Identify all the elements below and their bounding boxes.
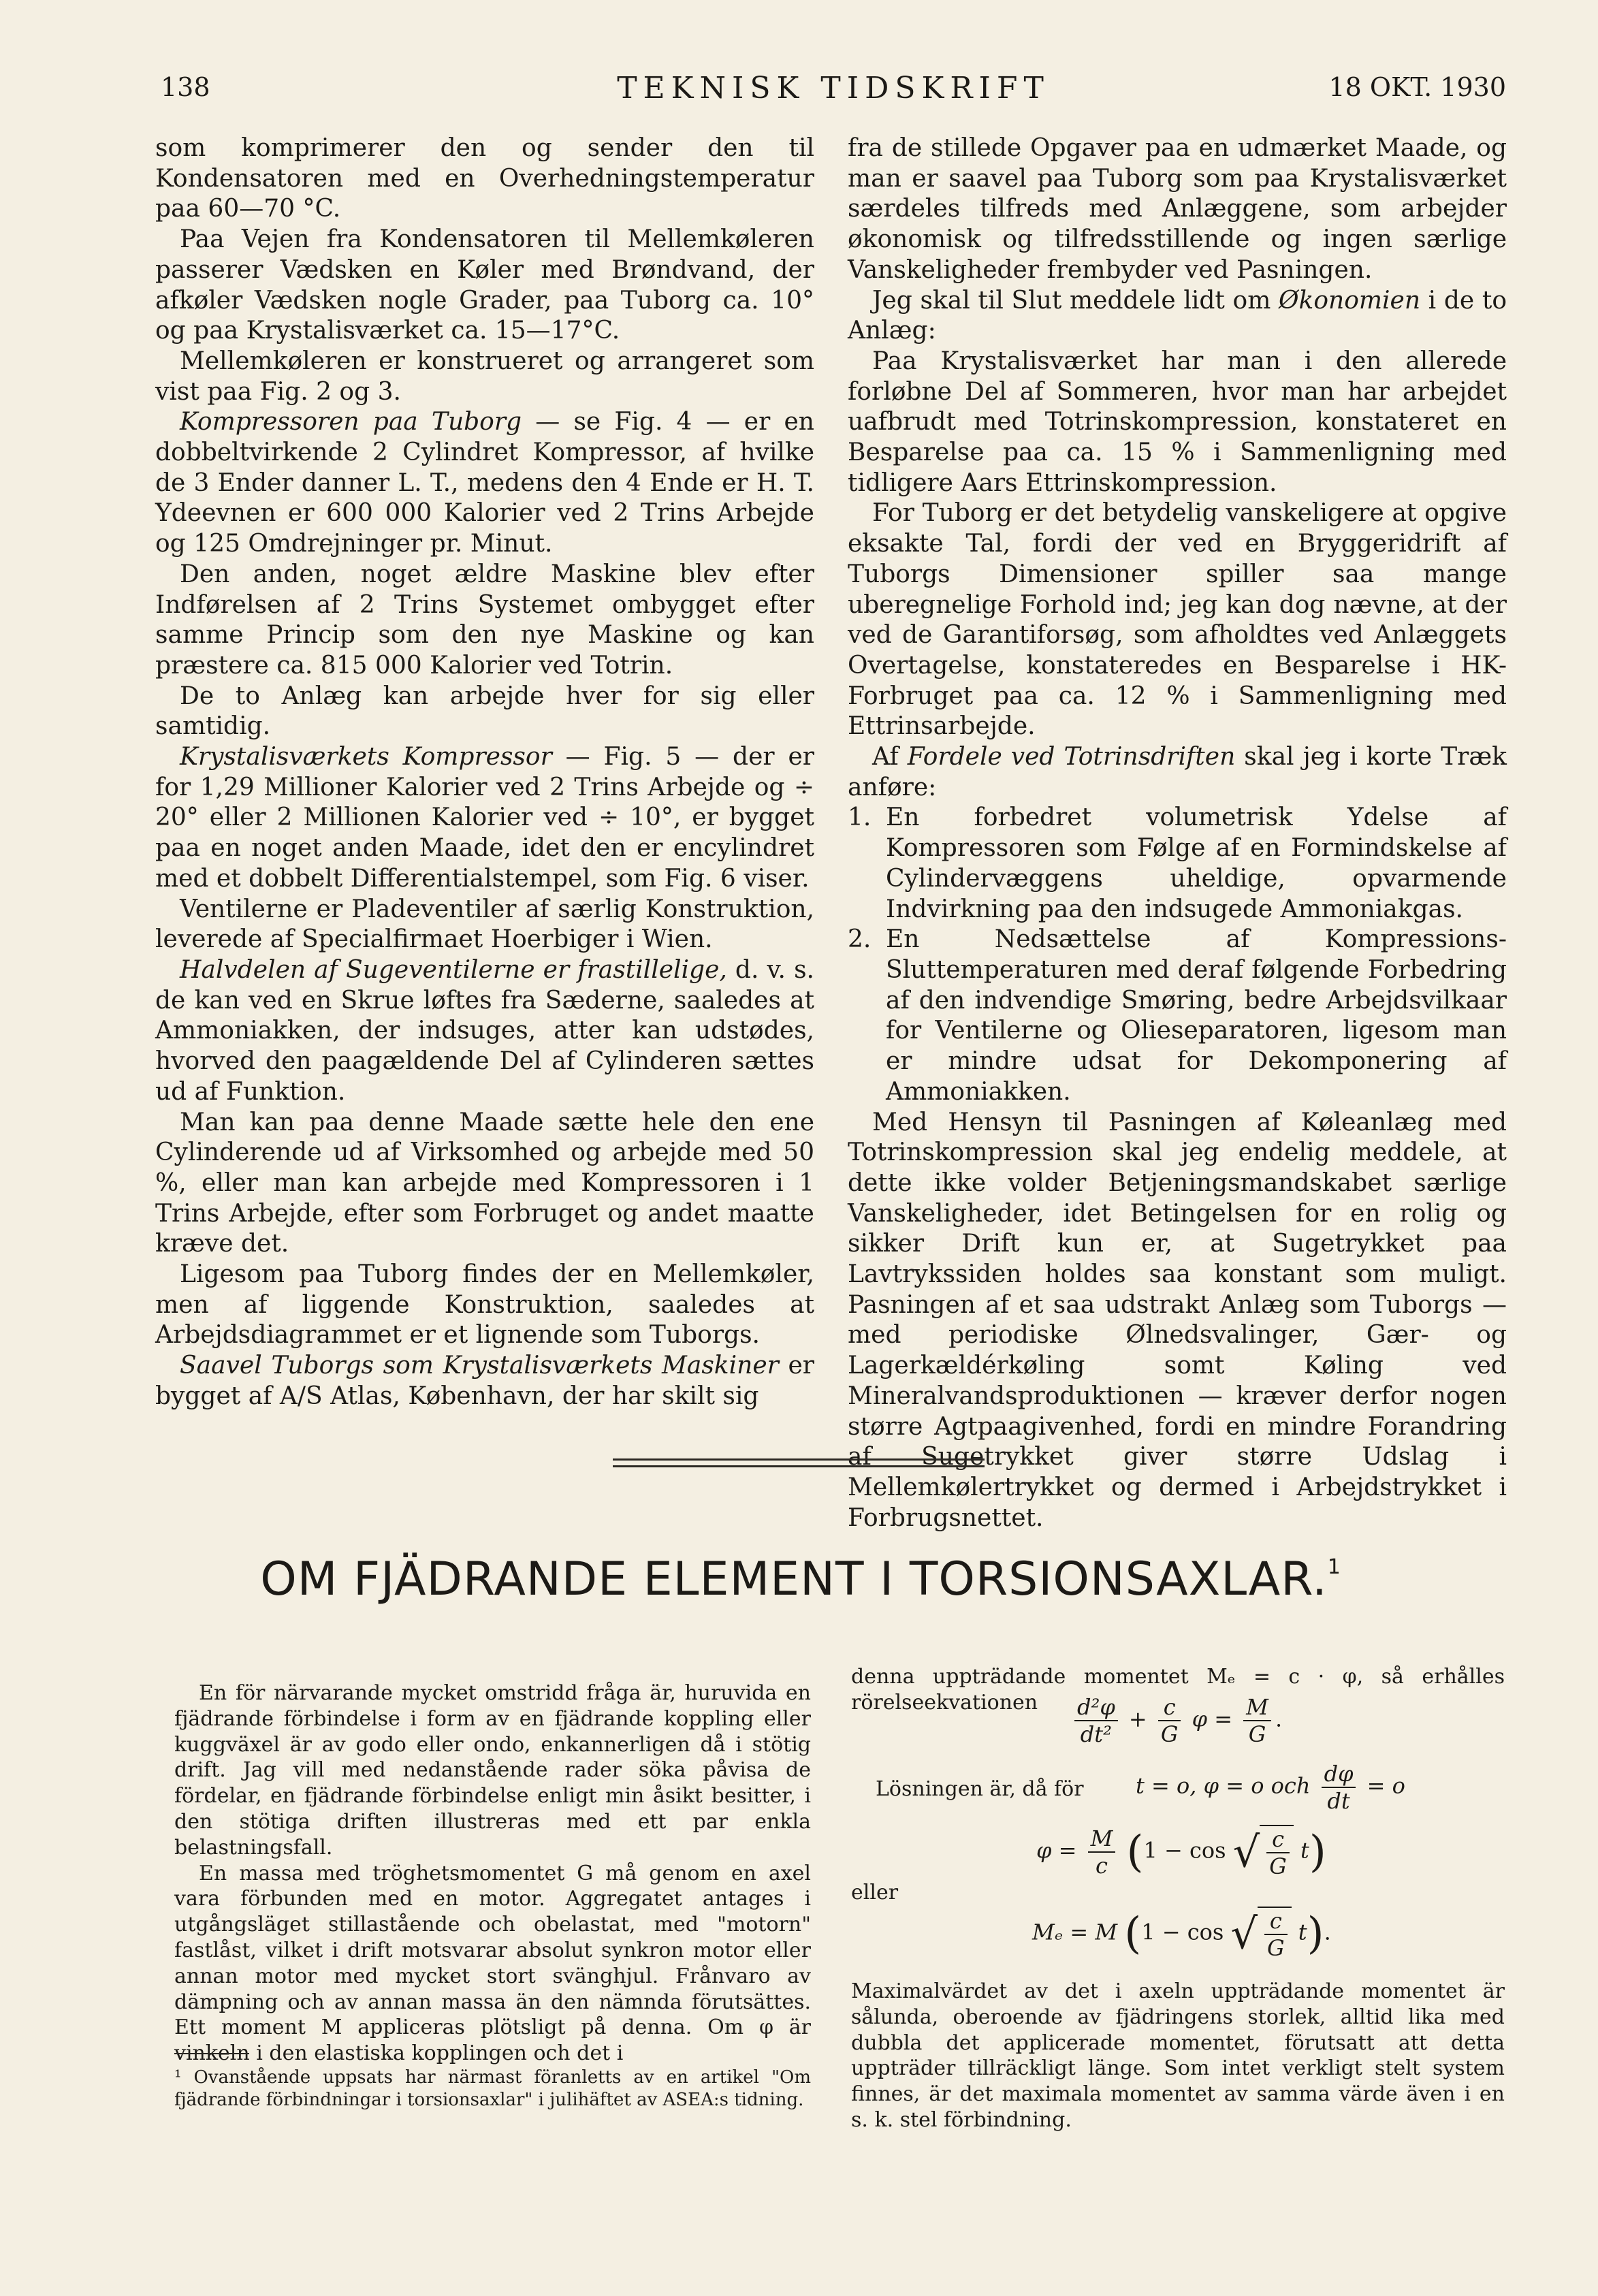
emphasis: Halvdelen af Sugeventilerne er frastillelige, bbox=[180, 955, 727, 984]
paragraph: De to Anlæg kan arbejde hver for sig eller samtidig. bbox=[155, 682, 814, 741]
journal-title: TEKNISK TIDSKRIFT bbox=[617, 71, 1050, 106]
footnote-marker: 1 bbox=[1327, 1555, 1341, 1579]
emphasis: Krystalisværkets Kompressor bbox=[180, 743, 552, 771]
paragraph: Maximalvärdet av det i axeln uppträdande momentet är sålunda, oberoende av fjädringens storlek, alltid lika med dubbla det applicerade momentet, förutsatt att detta uppträder tillräckligt länge. Som intet verkligt stelt system finnes, är det maximala momentet av samma värde även i en s. k. stel förbindning. bbox=[851, 1979, 1505, 2132]
paragraph: fra de stillede Opgaver paa en udmærket Maade, og man er saavel paa Tuborg som paa Krystalisværket særdeles tilfreds med Anlæggene, som arbejder økonomisk og tilfredsstillende og ingen særlige Vanskeligheder frembyder ved Pasningen. bbox=[848, 134, 1507, 284]
emphasis: Saavel Tuborgs som Krystalisværkets Maskiner bbox=[180, 1352, 779, 1380]
section-divider bbox=[613, 1458, 985, 1461]
issue-date: 18 OKT. 1930 bbox=[1328, 72, 1506, 102]
paragraph: For Tuborg er det betydelig vanskeligere at opgive eksakte Tal, fordi der ved en Bryggeridrift af Tuborgs Dimensioner spiller saa mange uberegnelige Forhold ind; jeg kan dog nævne, at der ved de Garantiforsøg, som afholdtes ved Anlæggets Overtagelse, konstateredes en Besparelse i HK-Forbruget paa ca. 12 % i Sammenligning med Ettrinsarbejde. bbox=[848, 499, 1507, 741]
emphasis: Økonomien bbox=[1279, 286, 1421, 315]
equation-motion: $\frac{\text{d²φ}}{\text{dt²}}$ + $\frac{c}{G}$ φ = $\frac{M}{G}$ . bbox=[1070, 1694, 1282, 1747]
article-title: OM FJÄDRANDE ELEMENT I TORSIONSAXLAR.$^1$ bbox=[260, 1552, 1341, 1606]
paragraph: Paa Vejen fra Kondensatoren til Mellemkøleren passerer Vædsken en Køler med Brøndvand, der afkøler Vædsken nogle Grader, paa Tuborg ca. 10° og paa Krystalisværket ca. 15—17°C. bbox=[155, 225, 814, 345]
initial-conditions: t = o, φ = o och $\frac{d\varphi}{dt}$ = o bbox=[1136, 1761, 1405, 1814]
paragraph: Af Fordele ved Totrinsdriften skal jeg i korte Træk anføre: bbox=[848, 743, 1507, 801]
advantages-list bbox=[848, 803, 1507, 1107]
footnote-rule bbox=[174, 2053, 249, 2054]
paragraph: Ventilerne er Pladeventiler af særlig Konstruktion, leverede af Specialfirmaet Hoerbiger i Wien. bbox=[155, 895, 814, 954]
paragraph: denna uppträdande momentet Mₑ = c · φ, så erhålles rörelseekvationen bbox=[851, 1665, 1505, 1715]
paragraph: En för närvarande mycket omstridd fråga är, huruvida en fjädrande förbindelse i form av en fjädrande koppling eller kuggväxel är av godo eller ondo, enkannerligen då i stötig drift. Jag vill med nedanstående rader söka påvisa de fördelar, en fjädrande förbindelse enligt min åsikt besitter, i den stötiga driften illustreras med ett par enkla belastningsfall. bbox=[174, 1681, 811, 1860]
paragraph: Den anden, noget ældre Maskine blev efter Indførelsen af 2 Trins Systemet ombygget efter samme Princip som den nye Maskine og kan præstere ca. 815 000 Kalorier ved Totrin. bbox=[155, 560, 814, 680]
paragraph: Man kan paa denne Maade sætte hele den ene Cylinderende ud af Virksomhed og arbejde med 50 %, eller man kan arbejde med Kompressoren i 1 Trins Arbejde, efter som Forbruget og andet maatte kræve det. bbox=[155, 1108, 814, 1258]
list-number: 2. bbox=[848, 925, 872, 954]
paragraph: Halvdelen af Sugeventilerne er frastillelige, d. v. s. de kan ved en Skrue løftes fra Sæderne, saaledes at Ammoniakken, der indsuges, atter kan udstødes, hvorved den paagældende Del af Cylinderen sættes ud af Funktion. bbox=[155, 955, 814, 1106]
running-header bbox=[161, 68, 1506, 116]
article-right-conclusion bbox=[851, 1979, 1505, 2133]
paragraph: Krystalisværkets Kompressor — Fig. 5 — der er for 1,29 Millioner Kalorier ved 2 Trins Arbejde og ÷ 20° eller 2 Millionen Kalorier ved ÷ 10°, er bygget paa en noget anden Maade, idet den er encylindret med et dobbelt Differentialstempel, som Fig. 6 viser. bbox=[155, 743, 814, 893]
equation-moment: Mₑ = M (1 − cos √ $\frac{c}{G}$ t). bbox=[1032, 1908, 1331, 1961]
eller-label: eller bbox=[851, 1881, 899, 1904]
equation-solution-phi: φ = $\frac{M}{c}$ (1 − cos √ $\frac{c}{G}$ t) bbox=[1036, 1825, 1326, 1879]
list-item: 1. En forbedret volumetrisk Ydelse af Kompressoren som Følge af en Formindskelse af Cylindervæggens uheldige, opvarmende Indvirkning paa den indsugede Ammoniakgas. bbox=[848, 803, 1507, 923]
right-column bbox=[848, 133, 1507, 1533]
left-column bbox=[155, 133, 814, 1412]
paragraph: En massa med tröghetsmomentet G må genom en axel vara förbunden med en motor. Aggregatet antages i utgångsläget stillastående och obelastat, med "motorn" fastlåst, vilket i drift motsvarar absolut synkron motor eller annan motor med mycket stort svänghjul. Frånvaro av dämpning och av annan massa än den nämnda förutsättes. Ett moment M appliceras plötsligt på denna. Om φ är vinkeln i den elastiska kopplingen och det i bbox=[174, 1861, 811, 2066]
paragraph: Kompressoren paa Tuborg — se Fig. 4 — er en dobbeltvirkende 2 Cylindret Kompressor, af hvilke de 3 Ender danner L. T., medens den 4 Ende er H. T. Ydeevnen er 600 000 Kalorier ved 2 Trins Arbejde og 125 Omdrejninger pr. Minut. bbox=[155, 408, 814, 558]
footnote: ¹ Ovanstående uppsats har närmast föranletts av en artikel "Om fjädrande förbindningar i torsionsaxlar" i julihäftet av ASEA:s tidning. bbox=[174, 2067, 811, 2110]
page-number: 138 bbox=[161, 72, 210, 102]
paragraph: som komprimerer den og sender den til Kondensatoren med en Overhedningstemperatur paa 60—70 °C. bbox=[155, 134, 814, 223]
article-left-column bbox=[174, 1680, 811, 2067]
emphasis: Kompressoren paa Tuborg bbox=[180, 408, 522, 436]
paragraph: Ligesom paa Tuborg findes der en Mellemkøler, men af liggende Konstruktion, saaledes at Arbejdsdiagrammet er et lignende som Tuborgs. bbox=[155, 1260, 814, 1350]
list-item: 2. En Nedsættelse af Kompressions-Sluttemperaturen med deraf følgende Forbedring af den indvendige Smøring, bedre Arbejdsvilkaar for Ventilerne og Olieseparatoren, ligesom man er mindre udsat for Dekomponering af Ammoniakken. bbox=[848, 925, 1507, 1106]
paragraph: Paa Krystalisværket har man i den allerede forløbne Del af Sommeren, hvor man har arbejdet uafbrudt med Totrinskompression, konstateret en Besparelse paa ca. 15 % i Sammenligning med tidligere Aars Ettrinskompression. bbox=[848, 347, 1507, 497]
emphasis: Fordele ved Totrinsdriften bbox=[907, 743, 1236, 771]
paragraph: Med Hensyn til Pasningen af Køleanlæg med Totrinskompression skal jeg endelig meddele, at dette ikke volder Betjeningsmandskabet særlige Vanskeligheder, idet Betingelsen for en rolig og sikker Drift kun er, at Sugetrykket paa Lavtrykssiden holdes saa konstant som muligt. Pasningen af et saa udstrakt Anlæg som Tuborgs — med periodiske Ølnedsvalinger, Gær- og Lagerkældérkøling somt Køling ved Mineralvandsproduktionen — kræver derfor nogen større Agtpaagivenhed, fordi en mindre Forandring af Sugetrykket giver større Udslag i Mellemkølertrykket og dermed i Arbejdstrykket i Forbrugsnettet. bbox=[848, 1108, 1507, 1532]
paragraph: Saavel Tuborgs som Krystalisværkets Maskiner er bygget af A/S Atlas, København, der har skilt sig bbox=[155, 1352, 814, 1410]
paragraph: Jeg skal til Slut meddele lidt om Økonomien i de to Anlæg: bbox=[848, 286, 1507, 345]
section-divider bbox=[613, 1465, 985, 1467]
solution-label: Lösningen är, då för bbox=[876, 1777, 1084, 1801]
list-number: 1. bbox=[848, 803, 872, 832]
paragraph: Mellemkøleren er konstrueret og arrangeret som vist paa Fig. 2 og 3. bbox=[155, 347, 814, 406]
